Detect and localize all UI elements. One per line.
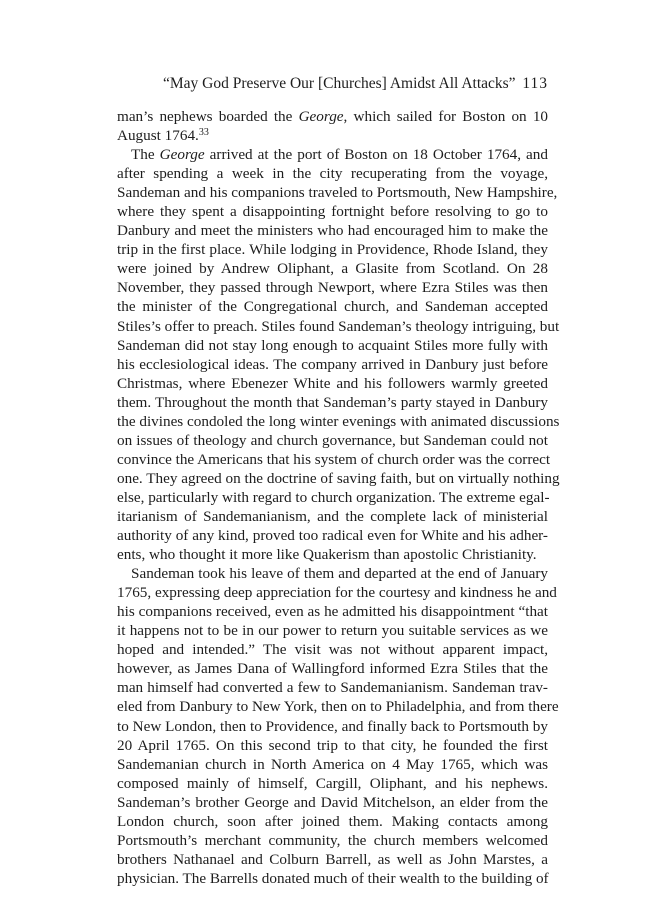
italic-text: George <box>298 108 344 125</box>
text-segment: hoped and intended.” The visit was not without apparent impact, <box>117 641 548 659</box>
text-segment: them. Throughout the month that Sandeman’s party stayed in Danbury <box>117 393 548 411</box>
text-segment: trip in the first place. While lodging in Providence, Rhode Island, they <box>117 241 548 259</box>
text-segment: authority of any kind, proved too radical even for White and his adher- <box>117 527 548 545</box>
footnote-ref: 33 <box>198 127 209 139</box>
text-segment: November, they passed through Newport, where Ezra Stiles was then <box>117 279 548 297</box>
text-segment: convince the Americans that his system of church order was the correct <box>117 450 551 468</box>
text-line <box>117 526 548 545</box>
text-line <box>117 736 548 755</box>
text-segment: Sandeman’s brother George and David Mitchelson, an elder from the <box>117 793 548 811</box>
text-line <box>117 774 548 793</box>
text-line <box>117 240 548 259</box>
running-head-title: “May God Preserve Our [Churches] Amidst All Attacks” <box>163 75 516 92</box>
text-segment: were joined by Andrew Oliphant, a Glasite from Scotland. On 28 <box>117 260 548 278</box>
text-segment: composed mainly of himself, Cargill, Oliphant, and his nephews. <box>117 774 548 792</box>
text-segment: on issues of theology and church governance, but Sandeman could not <box>117 431 548 449</box>
text-segment: the divines condoled the long winter evenings with animated discussions <box>117 412 560 430</box>
text-line <box>117 145 548 164</box>
text-segment: arrived at the port of Boston on 18 October 1764, and <box>204 146 548 164</box>
running-head <box>117 71 548 97</box>
text-segment: physician. The Barrells donated much of their wealth to the building of <box>117 869 549 887</box>
text-segment: brothers Nathanael and Colburn Barrell, as well as John Marstes, a <box>117 850 548 868</box>
text-line <box>117 831 548 850</box>
text-segment: Sandeman and his companions traveled to Portsmouth, New Hampshire, <box>117 184 558 202</box>
text-line <box>117 393 548 412</box>
text-segment: ents, who thought it more like Quakerism than apostolic Christianity. <box>117 546 537 564</box>
text-segment: itarianism of Sandemanianism, and the complete lack of ministerial <box>117 507 548 525</box>
text-segment: after spending a week in the city recuperating from the voyage, <box>117 165 548 183</box>
text-line <box>117 602 548 621</box>
text-segment: 1765, expressing deep appreciation for the courtesy and kindness he and <box>117 584 557 602</box>
text-segment: Christmas, where Ebenezer White and his followers warmly greeted <box>117 374 548 392</box>
italic-text: George <box>159 146 205 164</box>
text-segment: Sandeman did not stay long enough to acquaint Stiles more fully with <box>117 336 548 354</box>
text-line <box>117 412 560 431</box>
text-line <box>117 697 559 716</box>
text-line <box>117 793 548 812</box>
text-segment: it happens not to be in our power to return you suitable services as we <box>117 622 548 640</box>
text-line <box>117 202 548 221</box>
text-line <box>117 278 548 297</box>
text-line <box>117 717 548 736</box>
text-segment: however, as James Dana of Wallingford informed Ezra Stiles that the <box>117 660 548 678</box>
text-segment: The <box>131 146 160 164</box>
text-line <box>117 488 548 507</box>
text-segment: Portsmouth’s merchant community, the church members welcomed <box>117 831 548 849</box>
text-segment: Danbury and meet the ministers who had encouraged him to make the <box>117 222 548 240</box>
text-line <box>117 336 548 355</box>
text-segment: , which sailed for Boston on 10 <box>343 108 549 125</box>
text-segment: eled from Danbury to New York, then on to Philadelphia, and from there <box>117 698 559 716</box>
text-line <box>117 659 548 678</box>
text-line <box>117 545 548 564</box>
text-line <box>117 164 548 183</box>
text-line <box>117 183 558 202</box>
text-segment: else, particularly with regard to church organization. The extreme egal- <box>117 488 550 506</box>
text-segment: one. They agreed on the doctrine of saving faith, but on virtually nothing <box>117 469 560 487</box>
text-line <box>117 355 548 374</box>
text-segment: London church, soon after joined them. Making contacts among <box>117 812 548 830</box>
text-segment: his companions received, even as he admitted his disappointment “that <box>117 603 548 621</box>
text-segment: to New London, then to Providence, and finally back to Portsmouth by <box>117 717 548 735</box>
text-segment: Stiles’s offer to preach. Stiles found Sandeman’s theology intriguing, but <box>117 317 560 335</box>
text-line <box>117 564 548 583</box>
text-segment: man himself had converted a few to Sandemanianism. Sandeman trav- <box>117 679 548 697</box>
text-line <box>117 678 548 697</box>
text-line <box>117 317 560 336</box>
text-line <box>117 583 557 602</box>
text-segment: 20 April 1765. On this second trip to that city, he founded the first <box>117 736 548 754</box>
text-line <box>117 755 548 774</box>
text-segment: his ecclesiological ideas. The company arrived in Danbury just before <box>117 355 548 373</box>
text-line <box>117 469 560 488</box>
text-line <box>117 431 548 450</box>
text-line <box>117 374 548 393</box>
text-line <box>117 869 548 888</box>
text-segment: Sandeman took his leave of them and departed at the end of January <box>131 565 548 583</box>
text-line <box>117 621 548 640</box>
text-line <box>117 812 548 831</box>
text-segment: August 1764. <box>117 127 199 145</box>
text-line <box>117 126 548 145</box>
body-text <box>117 107 560 888</box>
text-line <box>117 507 548 526</box>
text-segment: man’s nephews boarded the <box>117 108 299 125</box>
text-line <box>117 107 548 126</box>
text-line <box>117 221 548 240</box>
text-segment: where they spent a disappointing fortnight before resolving to go to <box>117 203 548 221</box>
text-segment: Sandemanian church in North America on 4 May 1765, which was <box>117 755 548 773</box>
text-segment: the minister of the Congregational church, and Sandeman accepted <box>117 298 548 316</box>
text-line <box>117 450 551 469</box>
text-line <box>117 640 548 659</box>
page-number: 113 <box>522 75 548 92</box>
text-line <box>117 297 548 316</box>
text-line <box>117 259 548 278</box>
text-line <box>117 850 548 869</box>
